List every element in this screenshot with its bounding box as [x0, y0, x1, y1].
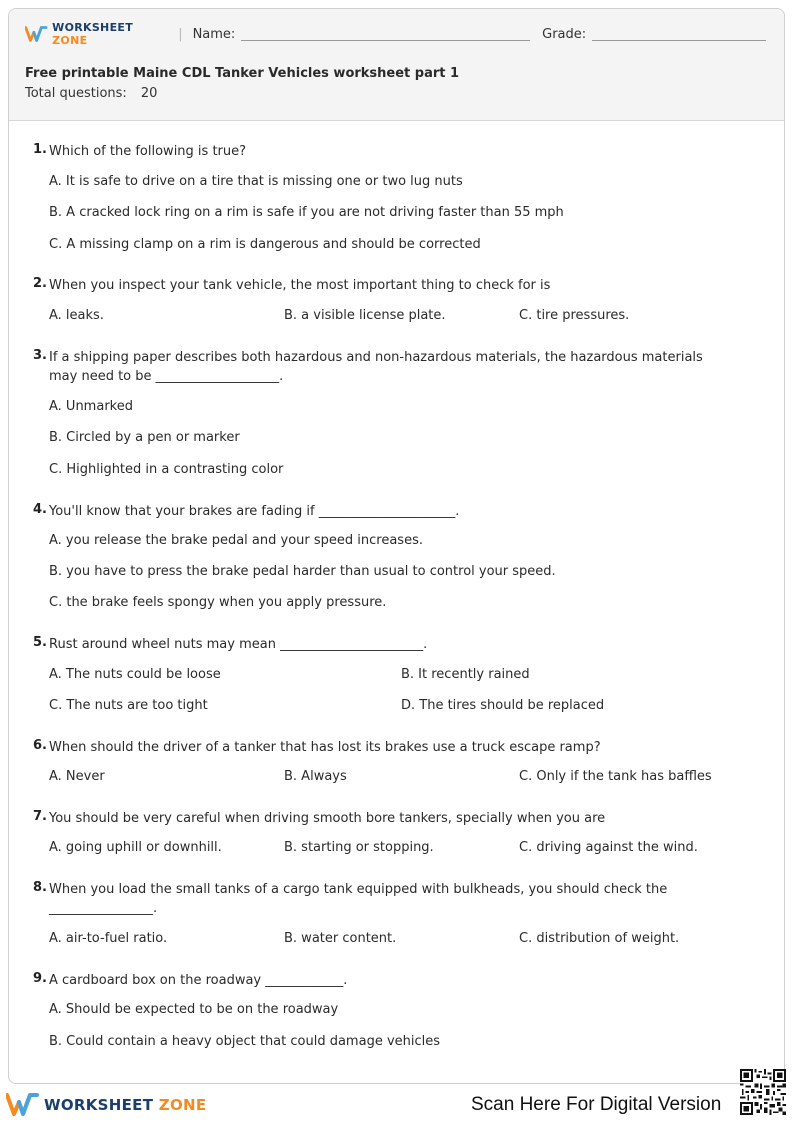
answer-option[interactable]: B. water content.: [284, 931, 397, 946]
grade-label: Grade:: [542, 26, 587, 42]
answer-option[interactable]: C. distribution of weight.: [519, 931, 680, 946]
answer-option[interactable]: D. The tires should be replaced: [401, 698, 605, 713]
worksheet-header: [9, 9, 784, 121]
header-separator: |: [178, 26, 183, 42]
footer-logo-text: [44, 1096, 206, 1114]
question-number: 1.: [33, 142, 47, 157]
total-questions-label: Total questions:: [25, 86, 127, 101]
question-text: You'll know that your brakes are fading if _____________________.: [49, 504, 460, 519]
answer-option[interactable]: A. Should be expected to be on the roadway: [49, 1002, 339, 1017]
grade-field-line[interactable]: [592, 40, 766, 41]
question-text: When you inspect your tank vehicle, the most important thing to check for is: [49, 278, 551, 293]
question-text: A cardboard box on the roadway ____________.: [49, 973, 348, 988]
logo-text-part1: WORKSHEET: [52, 21, 133, 34]
worksheet-title: Free printable Maine CDL Tanker Vehicles worksheet part 1: [25, 66, 460, 81]
answer-option[interactable]: C. Only if the tank has baffles: [519, 769, 712, 784]
answer-option[interactable]: A. you release the brake pedal and your speed increases.: [49, 533, 423, 548]
answer-option[interactable]: C. driving against the wind.: [519, 840, 698, 855]
question-number: 8.: [33, 880, 47, 895]
question-text: When you load the small tanks of a cargo tank equipped with bulkheads, you should check the ________________.: [49, 882, 668, 916]
answer-option[interactable]: C. The nuts are too tight: [49, 698, 208, 713]
answer-option[interactable]: A. It is safe to drive on a tire that is missing one or two lug nuts: [49, 174, 463, 189]
question-text: Rust around wheel nuts may mean ______________________.: [49, 637, 428, 652]
question-number: 4.: [33, 502, 47, 517]
answer-option[interactable]: C. Highlighted in a contrasting color: [49, 462, 284, 477]
logo-text: [52, 21, 168, 47]
worksheetzone-w-logo-icon: [25, 25, 48, 43]
scan-instruction: Scan Here For Digital Version: [471, 1094, 722, 1115]
answer-option[interactable]: B. starting or stopping.: [284, 840, 434, 855]
answer-option[interactable]: B. Circled by a pen or marker: [49, 430, 240, 445]
answer-option[interactable]: A. air-to-fuel ratio.: [49, 931, 168, 946]
worksheet-page: [8, 8, 785, 1084]
answer-option[interactable]: B. It recently rained: [401, 667, 530, 682]
question-number: 5.: [33, 635, 47, 650]
brand-logo: [25, 21, 168, 47]
footer-logo-text-part1: WORKSHEET: [44, 1095, 154, 1114]
answer-option[interactable]: C. tire pressures.: [519, 308, 630, 323]
answer-option[interactable]: A. leaks.: [49, 308, 104, 323]
question-text: You should be very careful when driving smooth bore tankers, specially when you are: [49, 811, 606, 826]
answer-option[interactable]: A. going uphill or downhill.: [49, 840, 222, 855]
answer-option[interactable]: A. Unmarked: [49, 399, 133, 414]
question-text: When should the driver of a tanker that has lost its brakes use a truck escape ramp?: [49, 740, 601, 755]
question-text: Which of the following is true?: [49, 144, 247, 159]
answer-option[interactable]: B. Always: [284, 769, 347, 784]
question-number: 7.: [33, 809, 47, 824]
question-number: 3.: [33, 348, 47, 363]
answer-option[interactable]: A. The nuts could be loose: [49, 667, 221, 682]
answer-option[interactable]: B. you have to press the brake pedal harder than usual to control your speed.: [49, 564, 556, 579]
name-label: Name:: [192, 26, 236, 42]
answer-option[interactable]: A. Never: [49, 769, 105, 784]
question-text: If a shipping paper describes both hazardous and non-hazardous materials, the hazardous materials may need to be ___________________.: [49, 350, 703, 384]
answer-option[interactable]: B. a visible license plate.: [284, 308, 446, 323]
header-row: [25, 23, 766, 45]
footer-logo-text-part2: ZONE: [158, 1095, 207, 1114]
logo-text-part2: ZONE: [52, 34, 88, 47]
total-questions-value: 20: [140, 86, 158, 101]
total-questions: [25, 86, 157, 101]
worksheetzone-w-logo-icon: [6, 1092, 40, 1117]
question-number: 2.: [33, 276, 47, 291]
answer-option[interactable]: C. A missing clamp on a rim is dangerous and should be corrected: [49, 237, 481, 252]
answer-option[interactable]: B. Could contain a heavy object that could damage vehicles: [49, 1034, 441, 1049]
qr-code-icon[interactable]: [740, 1069, 786, 1115]
answer-option[interactable]: B. A cracked lock ring on a rim is safe if you are not driving faster than 55 mph: [49, 205, 564, 220]
footer-brand-logo[interactable]: [6, 1092, 206, 1117]
question-number: 9.: [33, 971, 47, 986]
answer-option[interactable]: C. the brake feels spongy when you apply pressure.: [49, 595, 387, 610]
name-field-line[interactable]: [241, 40, 530, 41]
question-number: 6.: [33, 738, 47, 753]
